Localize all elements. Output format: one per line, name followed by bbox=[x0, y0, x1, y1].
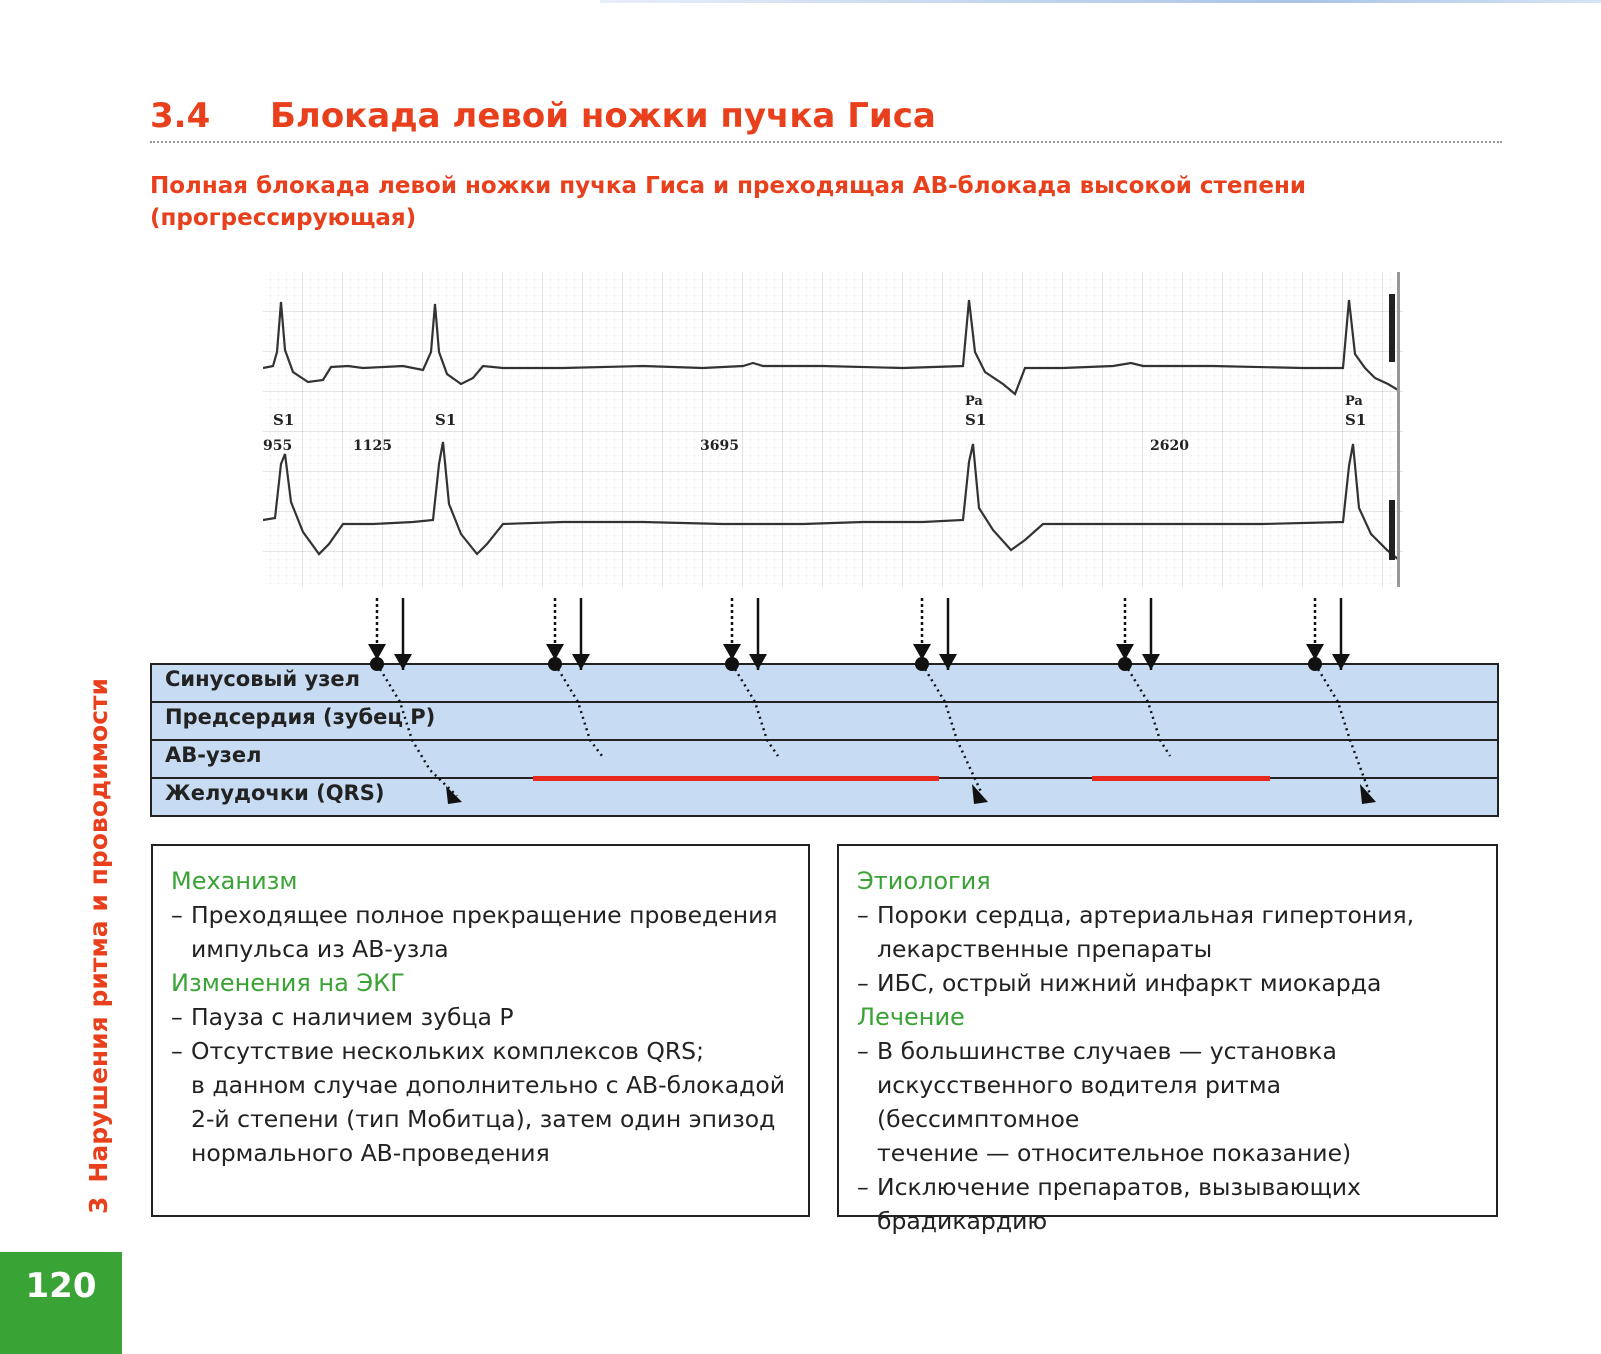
item-line: импульса из АВ-узла bbox=[191, 935, 449, 963]
interval-label: 955 bbox=[263, 438, 293, 454]
ecg-strip bbox=[263, 272, 1433, 602]
ecg-label-s1: S1 bbox=[965, 411, 987, 429]
chapter-side-label bbox=[84, 678, 113, 1214]
item-line: течение — относительное показание) bbox=[877, 1139, 1352, 1167]
ecg-label-s1: S1 bbox=[1345, 411, 1367, 429]
ecg-label-pa: Pa bbox=[965, 394, 983, 409]
page-number-box bbox=[0, 1252, 122, 1354]
etiology-item bbox=[857, 966, 1486, 1000]
ecg-label-s1: S1 bbox=[435, 411, 457, 429]
ecg-changes-heading: Изменения на ЭКГ bbox=[171, 969, 405, 997]
interval-label: 2620 bbox=[1150, 438, 1189, 454]
list-dash: – bbox=[857, 1037, 869, 1065]
list-dash: – bbox=[857, 1173, 869, 1201]
ecg-changes-item bbox=[171, 1034, 798, 1170]
top-decorative-line bbox=[600, 0, 1601, 3]
ecg-changes-item bbox=[171, 1000, 798, 1034]
mechanism-heading: Механизм bbox=[171, 867, 298, 895]
etiology-heading: Этиология bbox=[857, 867, 991, 895]
ladder-row-sinus-node: Синусовый узел bbox=[165, 667, 361, 691]
list-dash: – bbox=[857, 901, 869, 929]
figure-subtitle: Полная блокада левой ножки пучка Гиса и преходящая АВ-блокада высокой степени (прогрессирующая) bbox=[150, 173, 1306, 231]
item-line: Пауза с наличием зубца P bbox=[191, 1003, 514, 1031]
ladder-row-ventricles: Желудочки (QRS) bbox=[165, 781, 385, 805]
ladder-row-atria: Предсердия (зубец P) bbox=[165, 705, 436, 729]
block-bar bbox=[1092, 776, 1270, 781]
calibration-mark-2 bbox=[1389, 500, 1395, 560]
strip-edge bbox=[1397, 272, 1400, 587]
item-line: Отсутствие нескольких комплексов QRS; bbox=[191, 1037, 705, 1065]
item-line: брадикардию bbox=[877, 1207, 1048, 1235]
block-bar bbox=[533, 776, 939, 781]
item-line: 2-й степени (тип Мобитца), затем один эпизод bbox=[191, 1105, 776, 1133]
interval-label: 1125 bbox=[353, 438, 392, 454]
list-dash: – bbox=[171, 1003, 183, 1031]
page-number: 120 bbox=[25, 1266, 97, 1306]
item-line: Преходящее полное прекращение проведения bbox=[191, 901, 778, 929]
list-dash: – bbox=[171, 901, 183, 929]
chapter-number: 3 bbox=[84, 1196, 113, 1214]
mechanism-item bbox=[171, 898, 798, 966]
ecg-label-s1: S1 bbox=[273, 411, 295, 429]
chapter-title: Нарушения ритма и проводимости bbox=[84, 677, 113, 1183]
ladder-row-av-node: АВ-узел bbox=[165, 743, 262, 767]
treatment-heading: Лечение bbox=[857, 1003, 965, 1031]
list-dash: – bbox=[171, 1037, 183, 1065]
item-line: Исключение препаратов, вызывающих bbox=[877, 1173, 1361, 1201]
interval-label: 3695 bbox=[700, 438, 739, 454]
item-line: лекарственные препараты bbox=[877, 935, 1213, 963]
list-dash: – bbox=[857, 969, 869, 997]
treatment-item bbox=[857, 1034, 1486, 1170]
section-number: 3.4 bbox=[150, 96, 211, 136]
section-title: Блокада левой ножки пучка Гиса bbox=[270, 96, 936, 136]
calibration-mark-1 bbox=[1389, 294, 1395, 362]
treatment-item bbox=[857, 1170, 1486, 1238]
ecg-label-pa: Pa bbox=[1345, 394, 1363, 409]
item-line: искусственного водителя ритма (бессимптомное bbox=[877, 1071, 1281, 1133]
mechanism-box bbox=[151, 844, 810, 1217]
item-line: в данном случае дополнительно с АВ-блокадой bbox=[191, 1071, 786, 1099]
title-divider bbox=[150, 141, 1502, 143]
item-line: В большинстве случаев — установка bbox=[877, 1037, 1337, 1065]
item-line: ИБС, острый нижний инфаркт миокарда bbox=[877, 969, 1382, 997]
item-line: нормального АВ-проведения bbox=[191, 1139, 550, 1167]
etiology-item bbox=[857, 898, 1486, 966]
etiology-treatment-box bbox=[837, 844, 1498, 1235]
item-line: Пороки сердца, артериальная гипертония, bbox=[877, 901, 1415, 929]
